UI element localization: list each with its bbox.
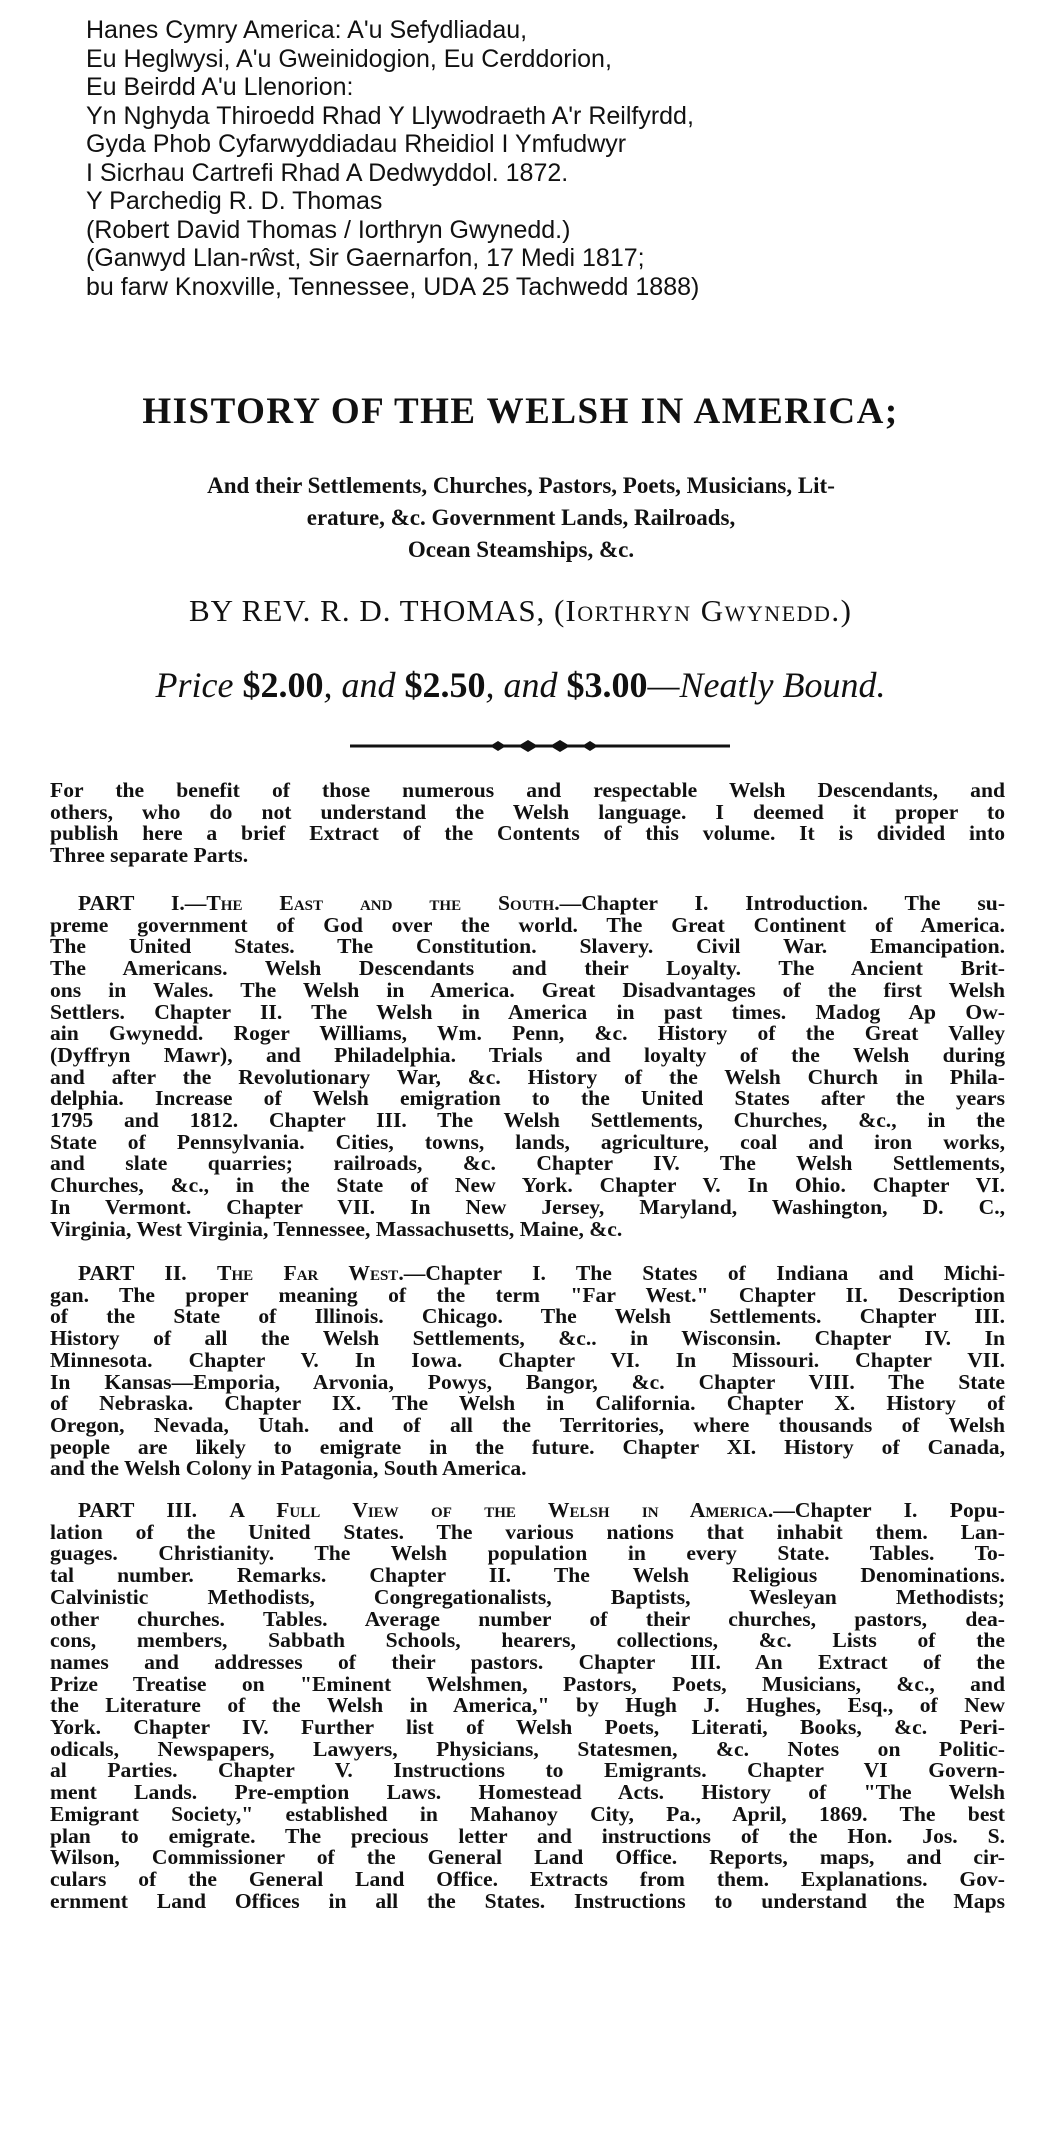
part-2-line: gan. The proper meaning of the term "Far West." Chapter II. Description — [50, 1282, 1005, 1307]
intro-line: For the benefit of those numerous and respectable Welsh Descendants, and — [50, 778, 1005, 802]
part-3-line: ment Lands. Pre-emption Laws. Homestead Acts. History of "The Welsh — [50, 1780, 1005, 1805]
part-1-section — [50, 893, 1005, 1240]
part-1-label: PART I.— — [78, 891, 207, 915]
part-1-line: and after the Revolutionary War, &c. History of the Welsh Church in Phila- — [50, 1064, 1005, 1089]
part-1-first-line — [50, 893, 1005, 915]
page-title: HISTORY OF THE WELSH IN AMERICA; — [142, 391, 899, 432]
part-3-line: ernment Land Offices in all the States. Instructions to understand the Maps — [50, 1888, 1005, 1913]
author-line: Y Parchedig R. D. Thomas — [86, 187, 383, 215]
author-death: bu farw Knoxville, Tennessee, UDA 25 Tachwedd 1888) — [86, 272, 700, 301]
part-3-line: cons, members, Sabbath Schools, hearers, collections, &c. Lists of the — [50, 1628, 1005, 1653]
welsh-title-line: Eu Heglwysi, A'u Gweinidogion, Eu Cerddorion, — [86, 44, 612, 73]
part-1-line: Virginia, West Virginia, Tennessee, Massachusetts, Maine, &c. — [50, 1216, 623, 1241]
part-2-line: people are likely to emigrate in the future. Chapter XI. History of Canada, — [50, 1434, 1005, 1459]
part-1-line: and slate quarries; railroads, &c. Chapter IV. The Welsh Settlements, — [50, 1151, 1005, 1176]
part-3-first-rest: —Chapter I. Popu- — [773, 1498, 1005, 1522]
part-1-line: ons in Wales. The Welsh in America. Great Disadvantages of the first Welsh — [50, 977, 1005, 1002]
byline-pen-name: Iorthryn Gwynedd. — [565, 593, 841, 628]
part-1-line: Settlers. Chapter II. The Welsh in America in past times. Madog Ap Ow- — [50, 999, 1005, 1024]
part-1-line: The Americans. Welsh Descendants and their Loyalty. The Ancient Brit- — [50, 956, 1005, 981]
part-1-line: delphia. Increase of Welsh emigration to the United States after the years — [50, 1086, 1005, 1111]
part-3-line: Wilson, Commissioner of the General Land Office. Reports, maps, and cir- — [50, 1845, 1005, 1870]
part-3-line: tal number. Remarks. Chapter II. The Welsh Religious Denominations. — [50, 1563, 1005, 1588]
part-3-section — [50, 1500, 1005, 1912]
ornamental-divider — [350, 739, 730, 753]
part-2-section — [50, 1263, 1005, 1480]
part-3-line: Calvinistic Methodists, Congregationalists, Baptists, Wesleyan Methodists; — [50, 1584, 1005, 1609]
part-2-first-rest: —Chapter I. The States of Indiana and Michi- — [403, 1261, 1006, 1285]
part-3-line: plan to emigrate. The precious letter and instructions of the Hon. Jos. S. — [50, 1823, 1005, 1848]
welsh-title-line: Gyda Phob Cyfarwyddiadau Rheidiol I Ymfudwyr — [86, 130, 627, 158]
part-1-line: ain Gwynedd. Roger Williams, Wm. Penn, &c. History of the Great Valley — [50, 1021, 1005, 1046]
part-3-line: culars of the General Land Office. Extracts from them. Explanations. Gov- — [50, 1866, 1005, 1891]
welsh-title-block — [86, 16, 986, 301]
intro-line: Three separate Parts. — [50, 843, 249, 868]
welsh-title-line: I Sicrhau Cartrefi Rhad A Dedwyddol. 1872. — [86, 158, 569, 187]
subtitle-line: And their Settlements, Churches, Pastors, Poets, Musicians, Lit- — [207, 473, 835, 498]
part-2-first-line — [50, 1263, 1005, 1285]
intro-line: publish here a brief Extract of the Contents of this volume. It is divided into — [50, 821, 1005, 846]
part-3-line: other churches. Tables. Average number of their churches, pastors, dea- — [50, 1606, 1005, 1631]
part-2-line: and the Welsh Colony in Patagonia, South America. — [50, 1456, 527, 1481]
price-tail: —Neatly Bound. — [647, 665, 886, 705]
part-3-line: odicals, Newspapers, Lawyers, Physicians, Statesmen, &c. Notes on Politic- — [50, 1736, 1005, 1761]
part-3-label: PART III. — [78, 1498, 198, 1522]
price-amount: $2.00 — [242, 665, 324, 705]
part-3-line: al Parties. Chapter V. Instructions to Emigrants. Chapter VI Govern- — [50, 1758, 1005, 1783]
part-2-line: Oregon, Nevada, Utah. and of all the Territories, where thousands of Welsh — [50, 1412, 1005, 1437]
part-1-first-rest: —Chapter I. Introduction. The su- — [559, 891, 1006, 915]
part-2-heading: The Far West. — [217, 1261, 404, 1285]
part-1-line: (Dyffryn Mawr), and Philadelphia. Trials and loyalty of the Welsh during — [50, 1042, 1005, 1067]
part-3-line: names and addresses of their pastors. Chapter III. An Extract of the — [50, 1649, 1005, 1674]
part-3-line: the Literature of the Welsh in America," by Hugh J. Hughes, Esq., of New — [50, 1693, 1005, 1718]
part-3-first-line — [50, 1500, 1005, 1522]
subtitle-line: erature, &c. Government Lands, Railroads, — [306, 505, 736, 530]
welsh-title-line: Hanes Cymry America: A'u Sefydliadau, — [86, 16, 528, 44]
part-3-line: Emigrant Society," established in Mahanoy City, Pa., April, 1869. The best — [50, 1801, 1005, 1826]
part-1-line: Churches, &c., in the State of New York. Chapter V. In Ohio. Chapter VI. — [50, 1173, 1005, 1198]
part-3-heading: A Full View of the Welsh in America. — [229, 1498, 774, 1522]
part-1-line: State of Pennsylvania. Cities, towns, lands, agriculture, coal and iron works, — [50, 1129, 1005, 1154]
subtitle — [36, 470, 1006, 566]
welsh-title-line: Eu Beirdd A'u Llenorion: — [86, 73, 354, 101]
intro-line: others, who do not understand the Welsh language. I deemed it proper to — [50, 799, 1005, 824]
part-2-line: Minnesota. Chapter V. In Iowa. Chapter VI. In Missouri. Chapter VII. — [50, 1347, 1005, 1372]
welsh-title-line: Yn Nghyda Thiroedd Rhad Y Llywodraeth A'r Reilfyrdd, — [86, 101, 694, 130]
author-full-name: (Robert David Thomas / Iorthryn Gwynedd.) — [86, 215, 571, 244]
price-connector: , and — [485, 665, 567, 705]
part-3-line: Prize Treatise on "Eminent Welshmen, Pastors, Poets, Musicians, &c., and — [50, 1671, 1005, 1696]
subtitle-line: Ocean Steamships, &c. — [407, 537, 635, 562]
part-2-label: PART II. — [78, 1261, 187, 1285]
part-1-line: The United States. The Constitution. Slavery. Civil War. Emancipation. — [50, 934, 1005, 959]
part-2-line: of Nebraska. Chapter IX. The Welsh in California. Chapter X. History of — [50, 1391, 1005, 1416]
part-3-line: York. Chapter IV. Further list of Welsh Poets, Literati, Books, &c. Peri- — [50, 1715, 1005, 1740]
price-connector: , and — [323, 665, 405, 705]
part-2-line: History of all the Welsh Settlements, &c.. in Wisconsin. Chapter IV. In — [50, 1326, 1005, 1351]
byline-prefix: BY REV. R. D. THOMAS, ( — [188, 593, 566, 628]
byline-suffix: ) — [840, 593, 852, 628]
byline — [0, 593, 1041, 629]
intro-paragraph — [50, 780, 1005, 867]
author-birth: (Ganwyd Llan-rŵst, Sir Gaernarfon, 17 Medi 1817; — [86, 244, 645, 272]
part-3-line: lation of the United States. The various nations that inhabit them. Lan- — [50, 1519, 1005, 1544]
part-2-line: of the State of Illinois. Chicago. The Welsh Settlements. Chapter III. — [50, 1304, 1005, 1329]
part-1-line: In Vermont. Chapter VII. In New Jersey, Maryland, Washington, D. C., — [50, 1194, 1005, 1219]
part-1-heading: The East and the South. — [206, 891, 560, 915]
price-amount: $3.00 — [566, 665, 648, 705]
price-amount: $2.50 — [404, 665, 486, 705]
part-1-line: 1795 and 1812. Chapter III. The Welsh Settlements, Churches, &c., in the — [50, 1108, 1005, 1133]
price-line — [0, 664, 1041, 706]
part-3-line: guages. Christianity. The Welsh population in every State. Tables. To- — [50, 1541, 1005, 1566]
part-2-line: In Kansas—Emporia, Arvonia, Powys, Bangor, &c. Chapter VIII. The State — [50, 1369, 1005, 1394]
price-label: Price — [155, 665, 234, 705]
part-1-line: preme government of God over the world. The Great Continent of America. — [50, 912, 1005, 937]
